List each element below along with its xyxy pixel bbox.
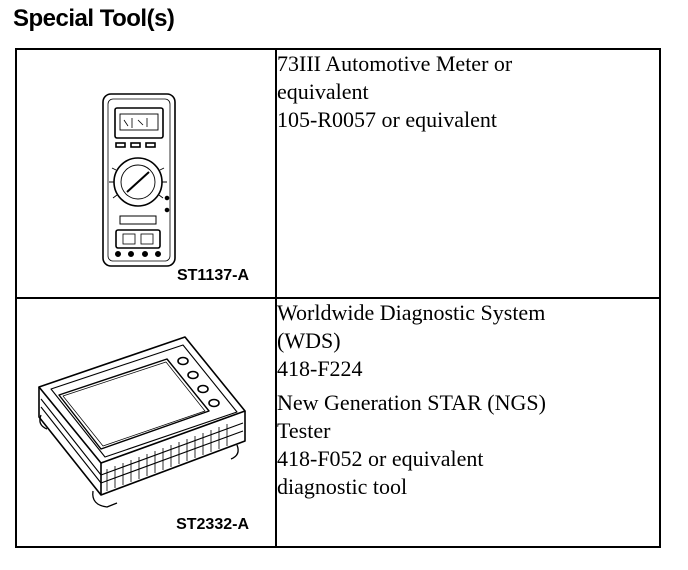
tool-part-number: 105-R0057 or equivalent bbox=[277, 107, 497, 132]
tool-name: Worldwide Diagnostic System bbox=[277, 300, 546, 325]
tool-part-note: diagnostic tool bbox=[277, 474, 408, 499]
tool-part-number: 418-F052 or equivalent bbox=[277, 446, 484, 471]
multimeter-icon bbox=[17, 50, 275, 299]
tool-abbreviation: (WDS) bbox=[277, 328, 341, 353]
section-heading: Special Tool(s) bbox=[13, 5, 175, 32]
tool-entry bbox=[277, 299, 659, 383]
tool-row bbox=[16, 298, 660, 547]
tool-name: New Generation STAR (NGS) bbox=[277, 390, 546, 415]
tool-illustration-cell bbox=[16, 298, 276, 547]
tool-name-continued: equivalent bbox=[277, 79, 369, 104]
tool-name: 73III Automotive Meter or bbox=[277, 51, 513, 76]
figure-label: ST2332-A bbox=[176, 516, 249, 533]
tool-entry bbox=[277, 50, 659, 134]
tool-row bbox=[16, 49, 660, 298]
tool-description-cell bbox=[276, 298, 660, 547]
special-tools-table bbox=[15, 48, 661, 548]
tool-part-number: 418-F224 bbox=[277, 356, 363, 381]
tool-name-continued: Tester bbox=[277, 418, 331, 443]
tool-illustration-cell bbox=[16, 49, 276, 298]
tool-entry bbox=[277, 389, 659, 501]
tool-description-cell bbox=[276, 49, 660, 298]
diagnostic-tester-icon bbox=[17, 299, 275, 550]
figure-label: ST1137-A bbox=[176, 267, 249, 284]
